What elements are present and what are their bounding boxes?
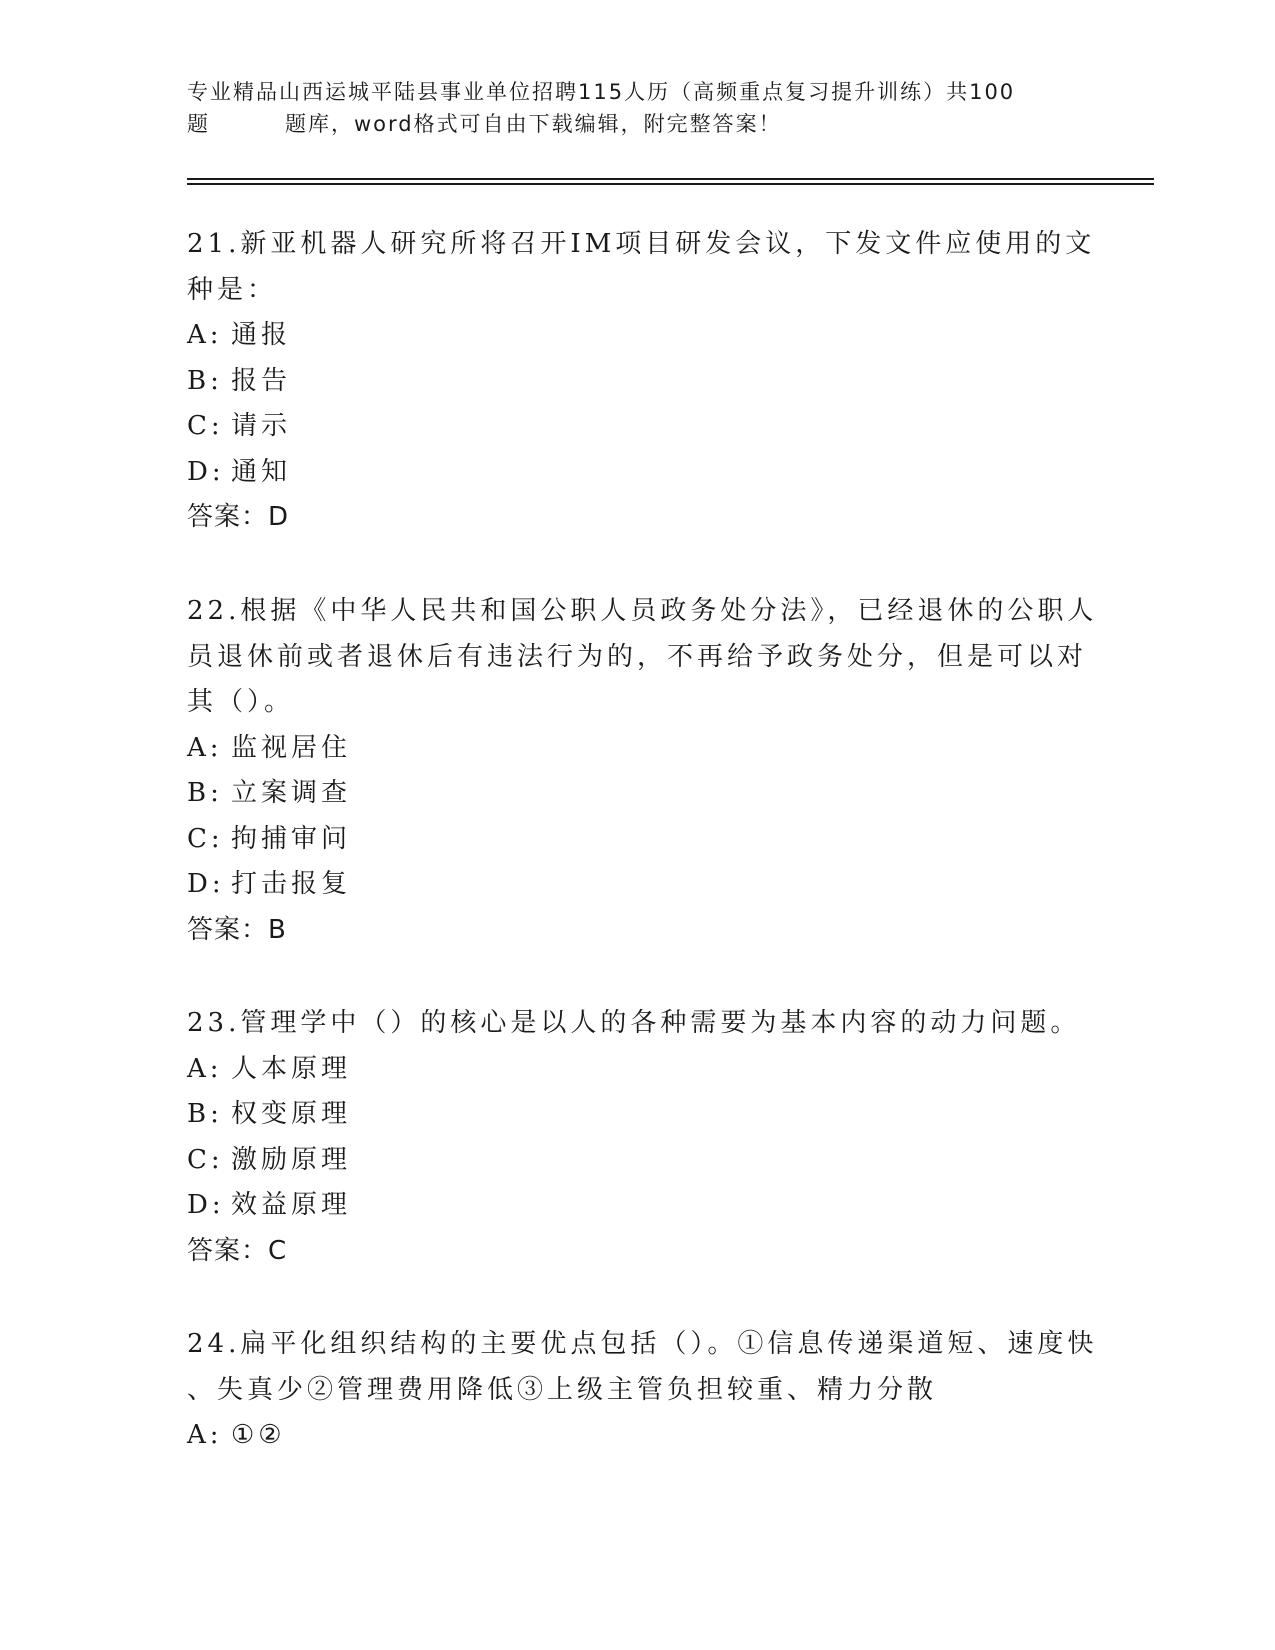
option-letter: D: <box>187 1190 225 1220</box>
option-letter: A: <box>187 1420 223 1450</box>
question-24 <box>187 1322 1098 1459</box>
option-letter: D: <box>187 456 225 487</box>
option-a <box>187 313 1087 359</box>
option-c <box>187 404 1087 450</box>
option-text: 报告 <box>231 365 292 396</box>
option-text: 权变原理 <box>231 1099 352 1129</box>
option-b <box>187 1092 1087 1138</box>
option-text: 效益原理 <box>231 1190 352 1220</box>
header-title-lead: 题 <box>187 112 210 136</box>
option-text: 立案调查 <box>231 778 352 808</box>
question-text-line: 22.根据《中华人民共和国公职人员政务处分法》，已经退休的公职人 <box>187 596 1098 626</box>
question-text-line: 、失真少②管理费用降低③上级主管负担较重、精力分散 <box>187 1374 938 1405</box>
question-text-line: 员退休前或者退休后有违法行为的，不再给予政务处分，但是可以对 <box>187 641 1088 672</box>
answer-line: 答案：B <box>187 914 287 945</box>
question-text-line: 24.扁平化组织结构的主要优点包括（）。①信息传递渠道短、速度快 <box>187 1329 1098 1359</box>
option-c <box>187 817 1087 863</box>
question-21 <box>187 222 1096 541</box>
option-letter: A: <box>187 320 223 350</box>
option-letter: C: <box>187 411 224 441</box>
option-a <box>187 1047 1087 1093</box>
header-title-line-2 <box>187 108 1087 140</box>
option-letter: B: <box>187 1099 223 1129</box>
option-text: 人本原理 <box>231 1053 352 1084</box>
option-text: 拘捕审问 <box>231 823 352 854</box>
answer-line: 答案：D <box>187 502 290 532</box>
question-text-line: 其（）。 <box>187 687 295 717</box>
option-text: 打击报复 <box>231 869 352 899</box>
header-title-rest: 题库，word格式可自由下载编辑，附完整答案！ <box>285 112 782 136</box>
option-c <box>187 1138 1087 1184</box>
option-a <box>187 1413 1087 1459</box>
header-divider-bottom <box>187 183 1154 185</box>
option-letter: C: <box>187 1144 224 1175</box>
option-letter: B: <box>187 365 223 396</box>
option-text: ①② <box>231 1420 286 1450</box>
header-title-line-1: 专业精品山西运城平陆县事业单位招聘115人历（高频重点复习提升训练）共100 <box>187 80 1016 104</box>
option-letter: A: <box>187 732 223 763</box>
option-b <box>187 771 1087 817</box>
document-header <box>187 76 1087 140</box>
option-letter: C: <box>187 823 224 854</box>
option-a <box>187 726 1087 772</box>
header-divider-top <box>187 178 1154 180</box>
question-23 <box>187 1001 1087 1274</box>
question-22 <box>187 589 1098 953</box>
question-text-line: 种是： <box>187 274 278 305</box>
option-letter: A: <box>187 1053 223 1084</box>
option-letter: D: <box>187 869 225 899</box>
question-text-line: 21.新亚机器人研究所将召开IM项目研发会议，下发文件应使用的文 <box>187 229 1096 259</box>
option-letter: B: <box>187 778 223 808</box>
option-text: 激励原理 <box>231 1144 352 1175</box>
option-text: 通知 <box>231 456 292 487</box>
option-d <box>187 1183 1087 1229</box>
option-text: 通报 <box>231 320 292 350</box>
question-text-line: 23.管理学中（）的核心是以人的各种需要为基本内容的动力问题。 <box>187 1008 1081 1038</box>
option-d <box>187 450 1087 496</box>
option-b <box>187 359 1087 405</box>
answer-line: 答案：C <box>187 1235 288 1266</box>
option-d <box>187 862 1087 908</box>
option-text: 监视居住 <box>231 732 352 763</box>
option-text: 请示 <box>231 411 292 441</box>
